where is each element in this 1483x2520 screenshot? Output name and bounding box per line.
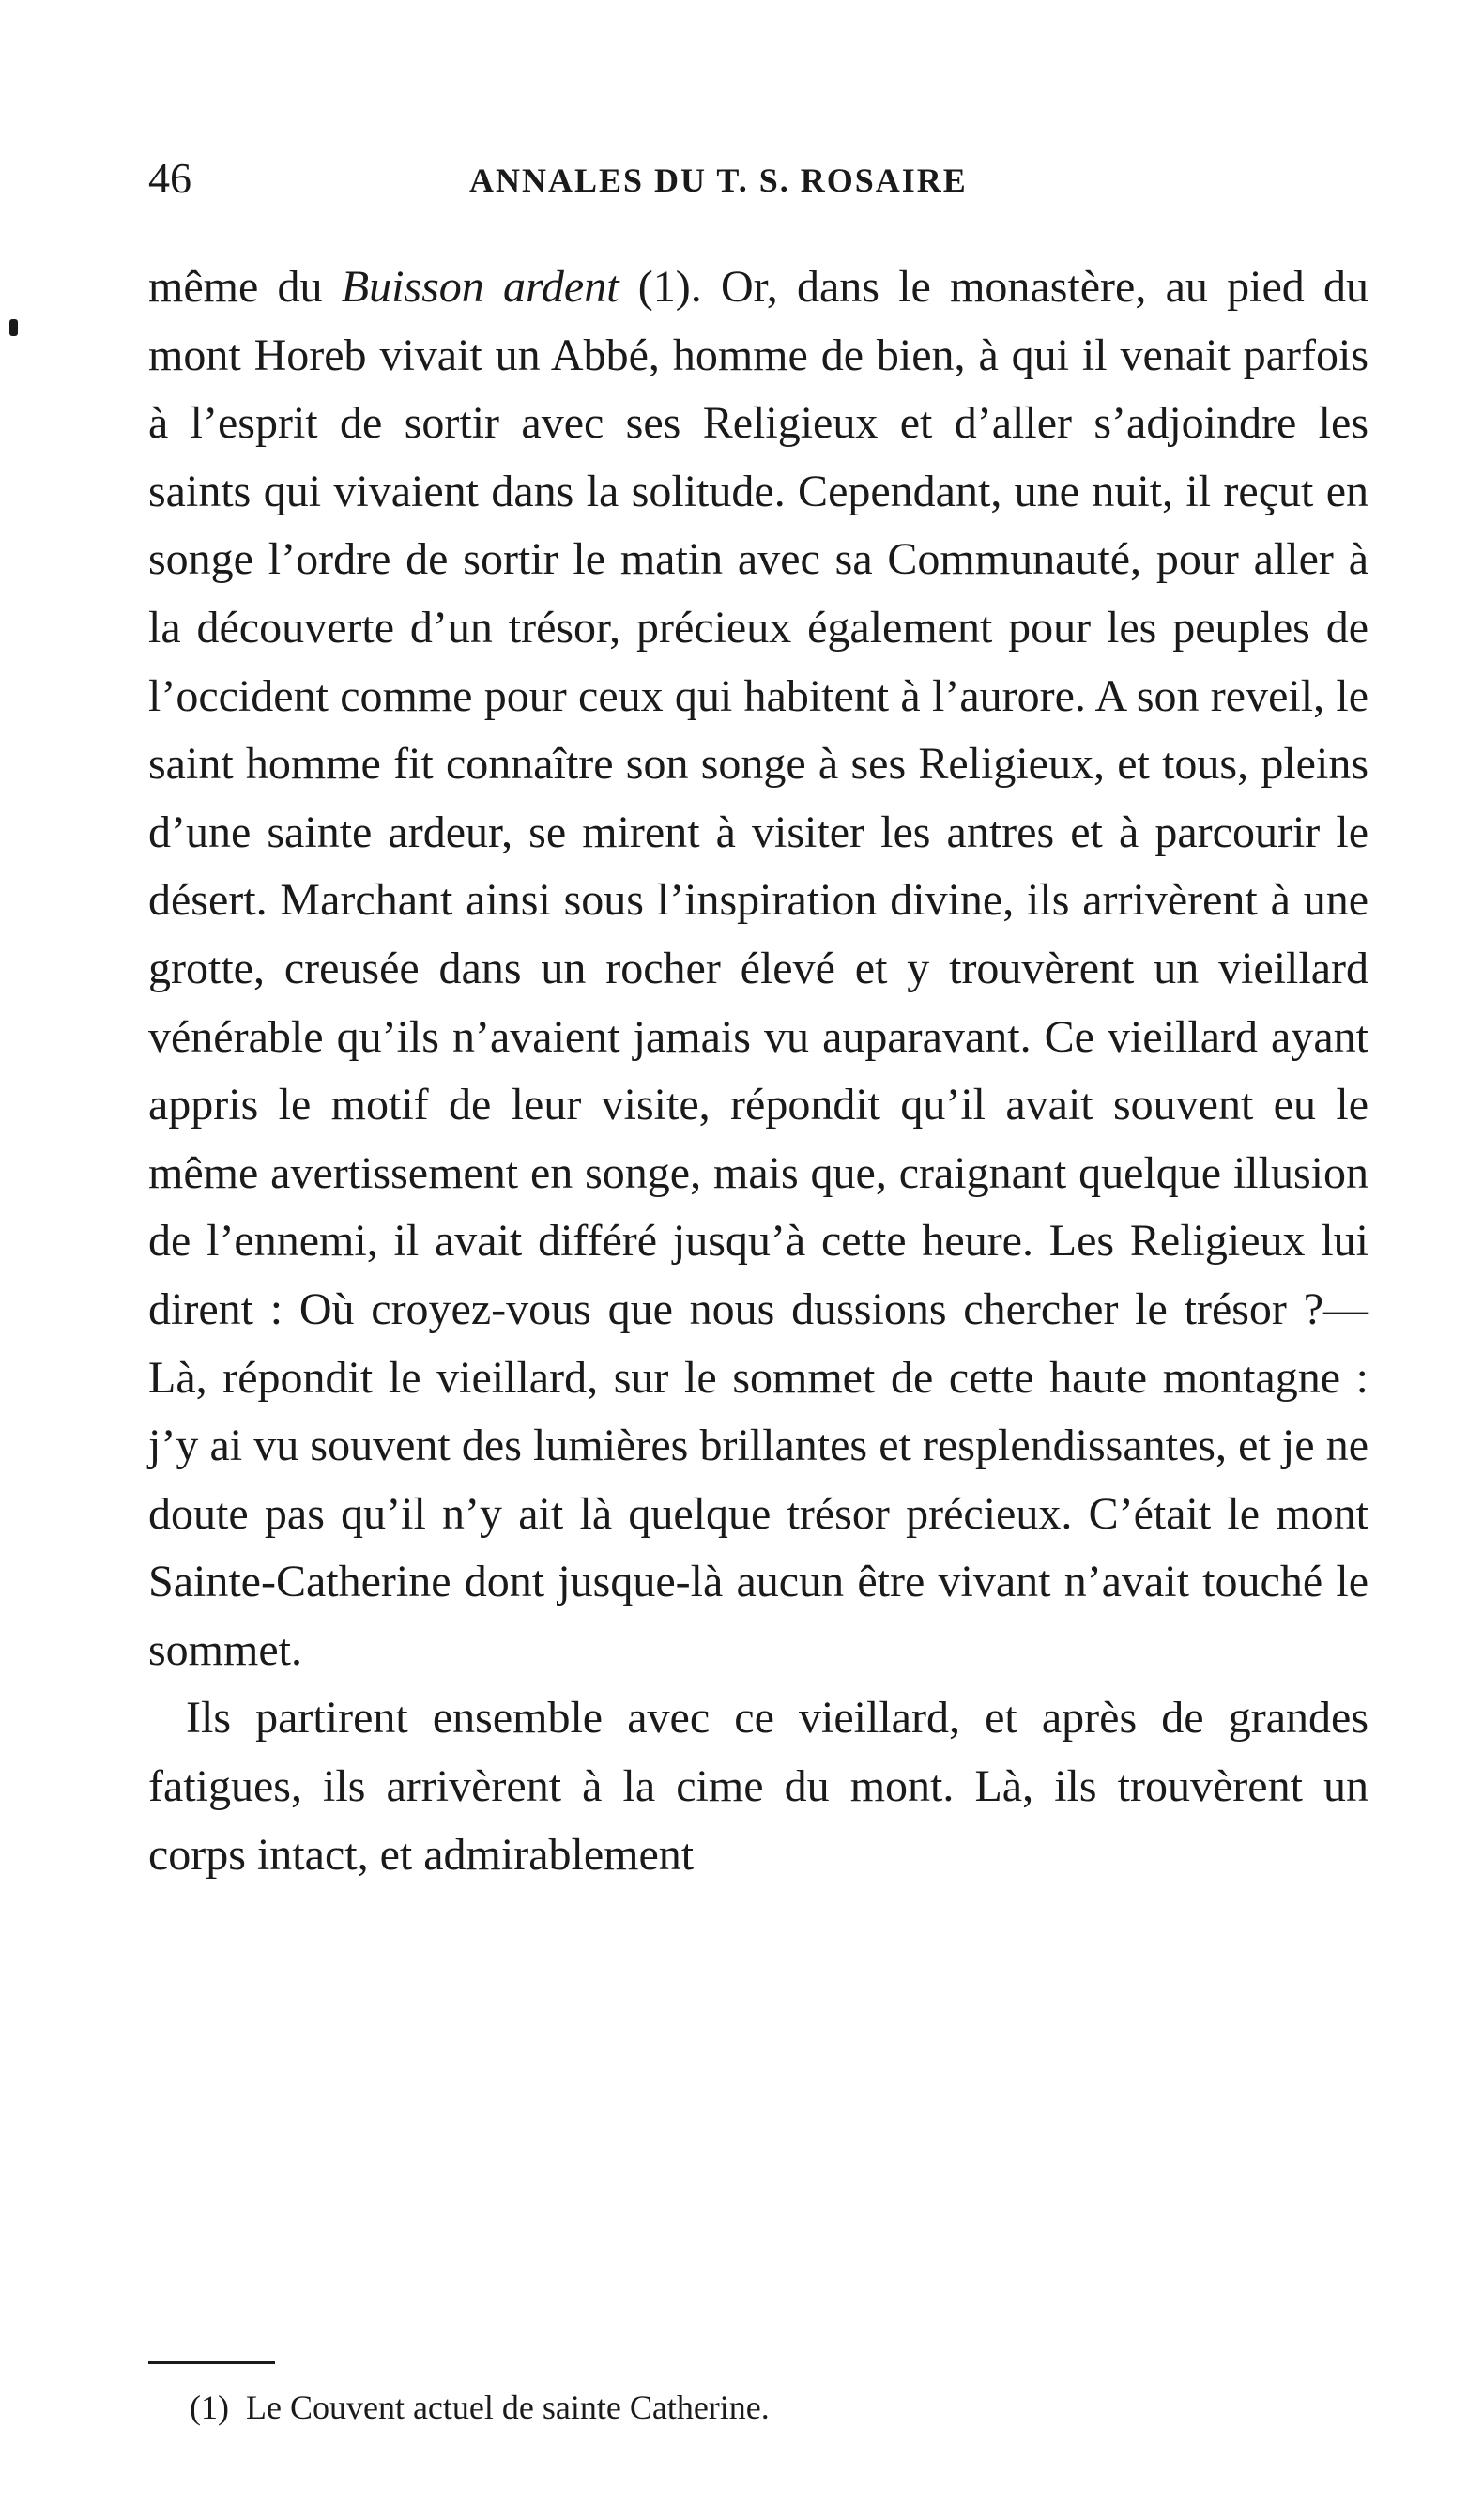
page-number: 46 bbox=[148, 154, 191, 202]
paragraph-2: Ils partirent ensemble avec ce vieillard, et après de grandes fatigues, ils arrivèrent à la cime du mont. Là, ils trouvèrent un corps intact, et admirablement bbox=[148, 1693, 1368, 1880]
paragraph-1-rest: (1). Or, dans le monastère, au pied du mont Horeb vivait un Abbé, homme de bien, à qui il venait parfois à l’esprit de sortir avec ses Religieux et d’aller s’adjoindre les saints qui vivaient dans la solitude. Cependant, une nuit, il reçut en songe l’ordre de sortir le matin avec sa Communauté, pour aller à la découverte d’un trésor, précieux également pour les peuples de l’occident comme pour ceux qui habitent à l’aurore. A son reveil, le saint homme fit connaître son songe à ses Religieux, et tous, pleins d’une sainte ardeur, se mirent à visiter les antres et à parcourir le désert. Marchant ainsi sous l’inspiration divine, ils arrivèrent à une grotte, creusée dans un rocher élevé et y trouvèrent un vieillard vénérable qu’ils n’avaient jamais vu auparavant. Ce vieillard ayant appris le motif de leur visite, répondit qu’il avait souvent eu le même avertissement en songe, mais que, craignant quelque illusion de l’ennemi, il avait différé jusqu’à cette heure. Les Religieux lui dirent : Où croyez-vous que nous dussions chercher le trésor ?—Là, répondit le vieillard, sur le sommet de cette haute montagne : j’y ai vu souvent des lumières brillantes et resplendissantes, et je ne doute pas qu’il n’y ait là quelque trésor précieux. C’était le mont Sainte-Catherine dont jusque-là aucun être vivant n’avait touché le sommet. bbox=[148, 262, 1368, 1675]
paragraph-1-start: même du bbox=[148, 262, 342, 312]
running-title: ANNALES DU T. S. ROSAIRE bbox=[469, 161, 968, 199]
footnote bbox=[190, 2385, 770, 2430]
footnote-text: Le Couvent actuel de sainte Catherine. bbox=[245, 2389, 770, 2426]
footnote-rule bbox=[148, 2361, 275, 2364]
italic-title: Buisson ardent bbox=[341, 262, 619, 312]
paragraph-1 bbox=[148, 254, 1368, 1684]
running-head bbox=[148, 150, 1368, 216]
margin-ink-spot bbox=[9, 319, 18, 336]
footnote-mark: (1) bbox=[190, 2389, 229, 2426]
body-text bbox=[148, 254, 1368, 1889]
